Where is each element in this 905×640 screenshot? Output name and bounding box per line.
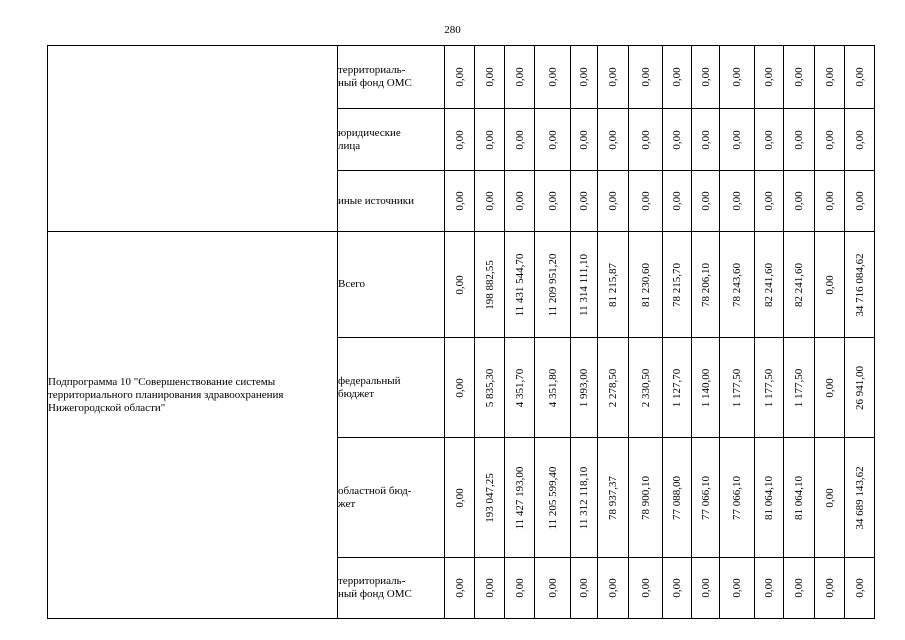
value-cell [445, 558, 475, 619]
value-text: 0,00 [546, 129, 559, 150]
value-cell [784, 232, 815, 338]
value-text: 0,00 [639, 191, 652, 211]
value-cell [629, 46, 663, 109]
value-text: 0,00 [513, 67, 526, 87]
value-cell [755, 438, 784, 558]
value-cell [663, 46, 692, 109]
value-cell [475, 338, 505, 438]
value-text: 0,00 [607, 67, 619, 87]
value-text: 0,00 [453, 67, 466, 87]
value-cell [755, 46, 784, 109]
value-cell [505, 438, 535, 558]
value-text: 0,00 [763, 191, 775, 211]
value-text: 0,00 [823, 487, 836, 508]
value-cell [475, 558, 505, 619]
value-cell [535, 558, 571, 619]
value-text: 0,00 [763, 67, 775, 87]
value-text: 1 177,50 [763, 368, 775, 407]
value-cell [505, 171, 535, 232]
value-text: 0,00 [483, 191, 496, 211]
value-text: 78 215,70 [671, 262, 683, 307]
value-cell [784, 558, 815, 619]
value-cell [535, 109, 571, 171]
value-cell [692, 338, 720, 438]
value-cell [505, 109, 535, 171]
value-cell [629, 438, 663, 558]
budget-table [47, 45, 875, 619]
value-text: 0,00 [671, 129, 683, 150]
value-text: 0,00 [483, 67, 496, 87]
value-text: 81 064,10 [763, 475, 775, 520]
value-text: 0,00 [793, 191, 805, 211]
value-text: 4 351,80 [546, 368, 559, 407]
value-cell [663, 171, 692, 232]
value-cell [598, 338, 629, 438]
value-text: 1 177,50 [731, 368, 743, 407]
value-text: 0,00 [793, 67, 805, 87]
value-text: 0,00 [823, 67, 836, 87]
value-text: 0,00 [731, 191, 743, 211]
value-text: 11 205 599,40 [546, 466, 559, 529]
value-cell [815, 438, 845, 558]
value-cell [692, 232, 720, 338]
table-body [48, 46, 875, 619]
value-text: 0,00 [671, 67, 683, 87]
value-text: 0,00 [513, 191, 526, 211]
value-text: 81 215,87 [607, 262, 619, 307]
value-text: 0,00 [823, 377, 836, 398]
value-cell [784, 338, 815, 438]
value-text: 0,00 [453, 191, 466, 211]
value-text: 0,00 [853, 191, 866, 211]
value-cell [692, 46, 720, 109]
value-cell [629, 338, 663, 438]
value-cell [845, 232, 875, 338]
value-text: 1 177,50 [793, 368, 805, 407]
value-cell [755, 171, 784, 232]
value-cell [475, 109, 505, 171]
value-text: 11 427 193,00 [513, 466, 526, 529]
value-text: 0,00 [699, 191, 712, 211]
value-cell [445, 109, 475, 171]
value-text: 0,00 [453, 578, 466, 598]
value-text: 0,00 [513, 129, 526, 150]
value-text: 0,00 [453, 377, 466, 398]
value-cell [720, 338, 755, 438]
value-cell [475, 46, 505, 109]
value-cell [598, 558, 629, 619]
value-cell [692, 438, 720, 558]
value-cell [692, 558, 720, 619]
value-text: 0,00 [453, 274, 466, 295]
value-cell [571, 558, 598, 619]
value-text: 77 066,10 [699, 475, 712, 520]
value-cell [629, 171, 663, 232]
page-number: 280 [444, 24, 461, 36]
value-text: 0,00 [671, 578, 683, 598]
value-cell [598, 438, 629, 558]
value-text: 0,00 [853, 578, 866, 598]
value-cell [663, 438, 692, 558]
value-text: 0,00 [607, 129, 619, 150]
value-cell [720, 171, 755, 232]
value-text: 0,00 [546, 578, 559, 598]
value-cell [845, 558, 875, 619]
value-text: 78 243,60 [731, 262, 743, 307]
value-text: 0,00 [578, 129, 590, 150]
value-cell [755, 109, 784, 171]
value-cell [505, 558, 535, 619]
value-text: 4 351,70 [513, 368, 526, 407]
value-cell [571, 46, 598, 109]
value-text: 0,00 [823, 578, 836, 598]
value-cell [815, 558, 845, 619]
value-text: 0,00 [578, 578, 590, 598]
value-cell [784, 438, 815, 558]
value-cell [663, 338, 692, 438]
value-cell [571, 338, 598, 438]
value-text: 11 312 118,10 [578, 466, 590, 529]
value-cell [629, 109, 663, 171]
value-text: 82 241,60 [793, 262, 805, 307]
value-text: 81 064,10 [793, 475, 805, 520]
value-text: 0,00 [699, 129, 712, 150]
value-cell [598, 46, 629, 109]
value-text: 0,00 [853, 129, 866, 150]
value-text: 78 900,10 [639, 475, 652, 520]
value-text: 0,00 [546, 67, 559, 87]
value-cell [815, 109, 845, 171]
value-text: 1 140,00 [699, 368, 712, 407]
value-text: 82 241,60 [763, 262, 775, 307]
value-text: 0,00 [483, 129, 496, 150]
value-text: 0,00 [731, 129, 743, 150]
value-cell [598, 171, 629, 232]
value-text: 1 127,70 [671, 368, 683, 407]
value-text: 78 206,10 [699, 262, 712, 307]
program-cell [48, 232, 338, 619]
value-cell [663, 558, 692, 619]
value-cell [720, 438, 755, 558]
program-cell-empty [48, 46, 338, 232]
value-cell [784, 46, 815, 109]
value-text: 0,00 [853, 67, 866, 87]
value-text: 0,00 [699, 578, 712, 598]
value-cell [815, 171, 845, 232]
value-cell [475, 171, 505, 232]
funding-source-label: юридические лица [338, 109, 445, 171]
value-text: 1 993,00 [578, 368, 590, 407]
value-cell [571, 438, 598, 558]
value-cell [692, 109, 720, 171]
value-text: 0,00 [823, 274, 836, 295]
value-text: 11 431 544,70 [513, 253, 526, 316]
value-cell [445, 46, 475, 109]
value-cell [815, 46, 845, 109]
value-cell [845, 171, 875, 232]
value-text: 0,00 [578, 67, 590, 87]
value-text: 0,00 [793, 129, 805, 150]
value-text: 0,00 [546, 191, 559, 211]
value-cell [445, 438, 475, 558]
value-text: 2 278,50 [607, 368, 619, 407]
value-cell [692, 171, 720, 232]
value-text: 0,00 [607, 578, 619, 598]
value-text: 0,00 [513, 578, 526, 598]
value-cell [505, 46, 535, 109]
value-text: 11 314 111,10 [578, 253, 590, 316]
value-text: 0,00 [793, 578, 805, 598]
value-text: 26 941,00 [853, 365, 866, 410]
value-cell [535, 338, 571, 438]
value-cell [720, 46, 755, 109]
value-cell [598, 232, 629, 338]
value-cell [784, 171, 815, 232]
value-text: 0,00 [763, 578, 775, 598]
value-cell [535, 438, 571, 558]
value-cell [505, 232, 535, 338]
value-cell [535, 171, 571, 232]
program-title: Подпрограмма 10 "Совершенствование системы территориального планирования здравоохранения Нижегородской области" [48, 376, 284, 414]
value-cell [845, 46, 875, 109]
value-cell [571, 171, 598, 232]
value-cell [475, 232, 505, 338]
funding-source-label: территориаль- ный фонд ОМС [338, 46, 445, 109]
value-text: 0,00 [607, 191, 619, 211]
value-text: 77 066,10 [731, 475, 743, 520]
value-cell [571, 109, 598, 171]
value-text: 77 088,00 [671, 475, 683, 520]
value-text: 34 689 143,62 [853, 465, 866, 530]
funding-source-label: областной бюд- жет [338, 438, 445, 558]
value-cell [845, 438, 875, 558]
value-cell [845, 109, 875, 171]
value-text: 0,00 [639, 129, 652, 150]
value-text: 2 330,50 [639, 368, 652, 407]
value-text: 78 937,37 [607, 475, 619, 520]
value-text: 0,00 [763, 129, 775, 150]
value-cell [663, 232, 692, 338]
value-text: 0,00 [578, 191, 590, 211]
value-cell [535, 232, 571, 338]
value-cell [815, 338, 845, 438]
value-text: 5 835,30 [483, 368, 496, 407]
value-cell [598, 109, 629, 171]
value-cell [845, 338, 875, 438]
table-row [48, 46, 875, 109]
value-text: 0,00 [731, 578, 743, 598]
value-text: 0,00 [639, 67, 652, 87]
value-cell [784, 109, 815, 171]
funding-source-label: территориаль- ный фонд ОМС [338, 558, 445, 619]
value-cell [505, 338, 535, 438]
value-cell [720, 558, 755, 619]
funding-source-label: иные источники [338, 171, 445, 232]
value-cell [755, 338, 784, 438]
value-text: 0,00 [671, 191, 683, 211]
value-text: 0,00 [453, 487, 466, 508]
value-cell [755, 558, 784, 619]
value-text: 0,00 [453, 129, 466, 150]
value-cell [535, 46, 571, 109]
value-cell [663, 109, 692, 171]
value-text: 0,00 [483, 578, 496, 598]
value-text: 0,00 [639, 578, 652, 598]
value-cell [755, 232, 784, 338]
value-text: 81 230,60 [639, 262, 652, 307]
value-cell [475, 438, 505, 558]
table-row [48, 232, 875, 338]
value-text: 0,00 [823, 191, 836, 211]
funding-source-label: федеральный бюджет [338, 338, 445, 438]
value-text: 34 716 084,62 [853, 252, 866, 317]
value-cell [720, 109, 755, 171]
value-cell [720, 232, 755, 338]
value-cell [629, 232, 663, 338]
funding-source-label: Всего [338, 232, 445, 338]
value-text: 0,00 [699, 67, 712, 87]
value-cell [445, 232, 475, 338]
value-text: 0,00 [731, 67, 743, 87]
value-cell [571, 232, 598, 338]
value-text: 11 209 951,20 [546, 253, 559, 316]
value-text: 0,00 [823, 129, 836, 150]
value-cell [629, 558, 663, 619]
value-cell [445, 171, 475, 232]
value-cell [815, 232, 845, 338]
value-cell [445, 338, 475, 438]
value-text: 198 882,55 [483, 259, 496, 310]
value-text: 193 047,25 [483, 472, 496, 523]
